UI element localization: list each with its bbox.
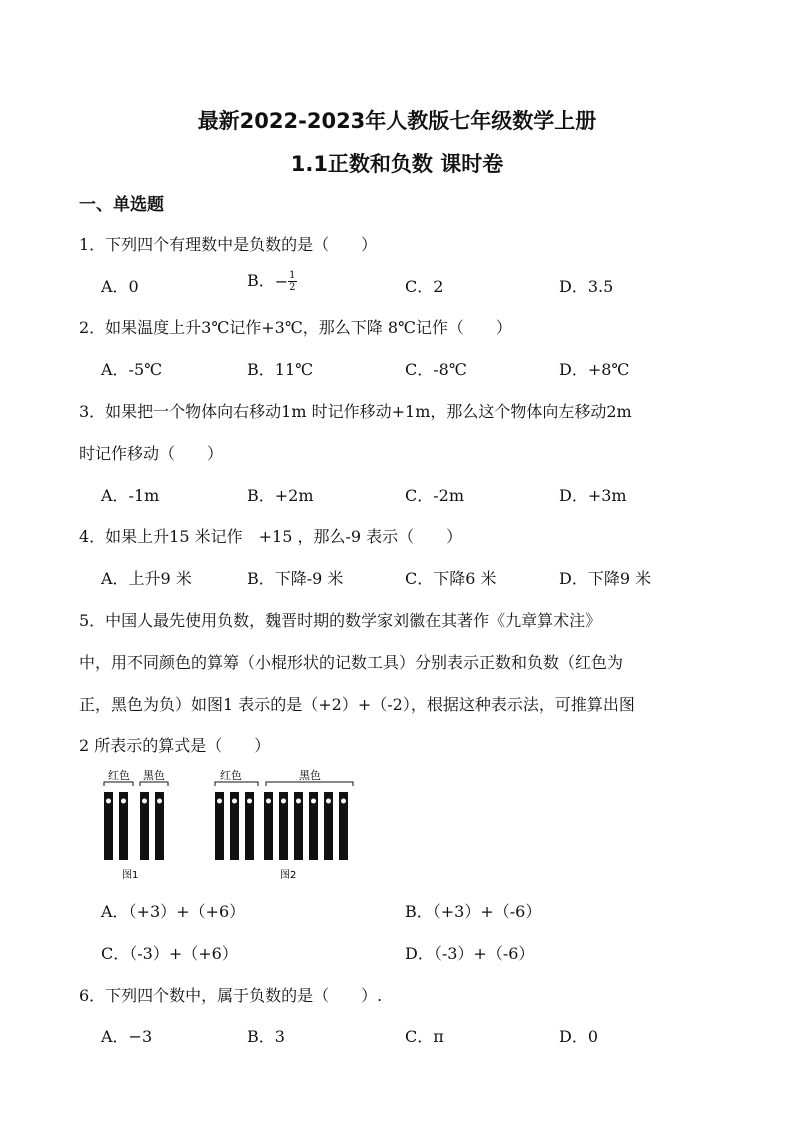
q6-option-a: A．−3: [101, 1027, 153, 1046]
fig1-rod-hole: [142, 799, 147, 804]
fig1-red-label: 红色: [108, 769, 130, 782]
q6-option-b: B．3: [247, 1027, 285, 1046]
q4-option-a: A．上升9 米: [101, 569, 192, 588]
fig2-black-label: 黑色: [299, 769, 321, 782]
fig2-red-label: 红色: [220, 769, 242, 782]
question-5-stem-line-1: 5．中国人最先使用负数，魏晋时期的数学家刘徽在其著作《九章算术注》: [79, 611, 602, 630]
q2-option-b: B．11℃: [247, 360, 314, 379]
q3-option-c: C．-2m: [405, 486, 465, 505]
fig2-red-bracket: [215, 782, 258, 786]
fig2-rod-hole: [232, 799, 237, 804]
q4-option-d: D．下降9 米: [559, 569, 652, 588]
counting-rods-figure: [98, 764, 378, 886]
fig1-red-bracket: [104, 782, 133, 786]
fraction-denominator: 2: [289, 282, 296, 293]
q1-option-b: [247, 268, 297, 293]
page-title: 最新2022-2023年人教版七年级数学上册: [197, 109, 597, 133]
question-3-stem-line-1: 3．如果把一个物体向右移动1m 时记作移动+1m，那么这个物体向左移动2m: [79, 402, 632, 421]
minus-sign: −: [274, 272, 289, 291]
q3-option-b: B．+2m: [247, 486, 314, 505]
q6-option-c: C．π: [405, 1027, 444, 1046]
question-4-stem: 4．如果上升15 米记作 +15 ，那么-9 表示（ ）: [79, 527, 463, 546]
fig2-rod-hole: [311, 799, 316, 804]
question-2-stem: 2．如果温度上升3℃记作+3℃，那么下降 8℃记作（ ）: [79, 318, 512, 337]
q2-option-c: C．-8℃: [405, 360, 467, 379]
fig2-rod-hole: [296, 799, 301, 804]
counting-rods-svg: [98, 764, 378, 882]
fig2-rod-hole: [326, 799, 331, 804]
q1-option-c: C．2: [405, 277, 444, 296]
fig1-rod-hole: [121, 799, 126, 804]
fig1-rods: [104, 792, 164, 860]
fraction: [288, 270, 296, 293]
q1-option-b-label: B．: [247, 271, 275, 290]
fig1-caption: 图1: [122, 870, 139, 881]
q1-option-a: A．0: [101, 277, 139, 296]
question-5-stem-line-2: 中，用不同颜色的算筹（小棍形状的记数工具）分别表示正数和负数（红色为: [79, 653, 624, 672]
q5-option-a: A．（+3）+（+6）: [101, 902, 246, 921]
question-5-stem-line-4: 2 所表示的算式是（ ）: [79, 736, 271, 755]
fig2-rods: [215, 792, 348, 860]
q4-option-c: C．下降6 米: [405, 569, 497, 588]
fraction-numerator: 1: [289, 270, 296, 281]
fig2-caption: 图2: [280, 870, 297, 881]
q2-option-d: D．+8℃: [559, 360, 630, 379]
q2-option-a: A．-5℃: [101, 360, 163, 379]
fig2-rod-hole: [266, 799, 271, 804]
fig1-rod-hole: [157, 799, 162, 804]
q1-option-d: D．3.5: [559, 277, 614, 296]
q5-option-b: B．（+3）+（-6）: [405, 902, 542, 921]
q4-option-b: B．下降-9 米: [247, 569, 344, 588]
fig2-rod-hole: [217, 799, 222, 804]
fig1-rod-hole: [106, 799, 111, 804]
q5-option-d: D．（-3）+（-6）: [405, 944, 535, 963]
q3-option-a: A．-1m: [101, 486, 160, 505]
fig2-black-bracket: [266, 782, 353, 786]
fig2-rod-hole: [341, 799, 346, 804]
page-subtitle: 1.1正数和负数 课时卷: [290, 152, 504, 176]
fig1-black-label: 黑色: [143, 769, 165, 782]
fig2-rod-hole: [281, 799, 286, 804]
q5-option-c: C．（-3）+（+6）: [101, 944, 238, 963]
q3-option-d: D．+3m: [559, 486, 627, 505]
question-3-stem-line-2: 时记作移动（ ）: [79, 444, 224, 463]
fig2-rod-hole: [247, 799, 252, 804]
q6-option-d: D．0: [559, 1027, 599, 1046]
section-heading: 一、单选题: [79, 195, 164, 215]
question-1-stem: 1．下列四个有理数中是负数的是（ ）: [79, 235, 378, 254]
question-5-stem-line-3: 正，黑色为负）如图1 表示的是（+2）+（-2），根据这种表示法，可推算出图: [79, 695, 635, 714]
question-6-stem: 6．下列四个数中，属于负数的是（ ）.: [79, 986, 383, 1005]
fig1-black-bracket: [140, 782, 168, 786]
